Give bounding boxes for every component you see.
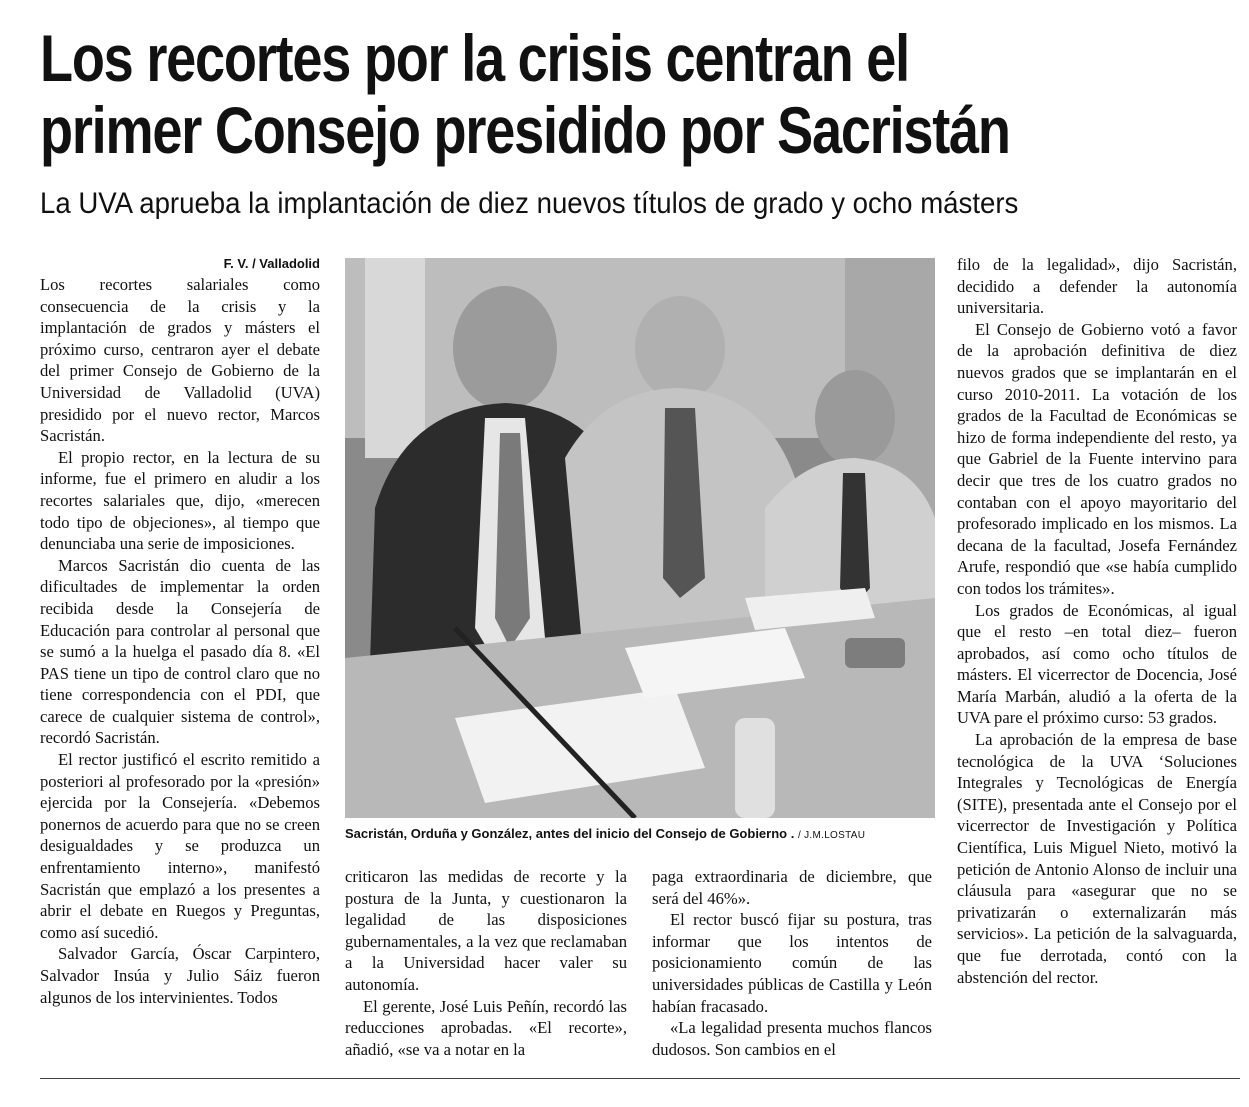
paragraph: El gerente, José Luis Peñín, recordó las reducciones aprobadas. «El recorte», añadió, «se va a notar en la — [345, 996, 627, 1059]
caption-text: Sacristán, Orduña y González, antes del inicio del Consejo de Gobierno . — [345, 826, 795, 841]
paragraph: «La legalidad presenta muchos flancos dudosos. Son cambios en el — [652, 1018, 932, 1059]
photo-illustration — [345, 258, 935, 818]
headline — [40, 22, 1016, 166]
bottom-rule — [40, 1078, 1240, 1079]
paragraph: El rector buscó fijar su postura, tras informar que los intentos de posicionamiento común de las universidades públicas de Castilla y León habían fracasado. — [652, 910, 932, 1016]
article-column-2 — [345, 866, 627, 1060]
paragraph: El Consejo de Gobierno votó a favor de la aprobación definitiva de diez nuevos grados que se implantarán en el curso 2010-2011. La votación de los grados de la Facultad de Económicas se hizo de forma independiente del resto, ya que Gabriel de la Fuente intervino para decir que tres de los cuatro grados no contaban con el apoyo mayoritario del profesorado implicado en los mismos. La decana de la facultad, Josefa Fernández Arufe, respondió que «se había cumplido con todos los trámites». — [957, 319, 1237, 598]
paragraph: filo de la legalidad», dijo Sacristán, decidido a defender la autonomía universitaria. — [957, 255, 1237, 318]
paragraph: La aprobación de la empresa de base tecnológica de la UVA ‘Soluciones Integrales y Tecnológicas de Energía (SITE), presentada ante el Consejo por el vicerrector de Investigación y Política Científica, Luis Miguel Nieto, motivó la petición de Antonio Alonso de incluir una cláusula para «asegurar que no se privatizarán o externalizarán más servicios». La petición de la salvaguarda, que fue derrotada, contó con la abstención del rector. — [957, 730, 1237, 987]
paragraph: El rector justificó el escrito remitido a posteriori al profesorado por la «presión» ejercida por la Consejería. «Debemos ponernos de acuerdo para que no se creen desigualdades y se produzca un enfrentamiento interno», manifestó Sacristán que emplazó a los presentes a abrir el debate en Ruegos y Preguntas, como así sucedió. — [40, 750, 320, 942]
article-column-1 — [40, 254, 320, 1008]
headline-line-1: Los recortes por la crisis centran el — [40, 21, 909, 95]
byline: F. V. / Valladolid — [223, 256, 320, 271]
paragraph: Los grados de Económicas, al igual que el resto –en total diez– fueron aprobados, así como ocho títulos de másters. El vicerrector de Docencia, José María Marbán, aludió a la oferta de la UVA pare el próximo curso: 53 grados. — [957, 600, 1237, 728]
photo-credit: / J.M.LOSTAU — [797, 830, 866, 841]
article-column-4 — [957, 254, 1237, 988]
article-column-3 — [652, 866, 932, 1060]
news-photo — [345, 258, 935, 818]
paragraph: paga extraordinaria de diciembre, que será del 46%». — [652, 867, 932, 908]
headline-line-2: primer Consejo presidido por Sacristán — [40, 93, 1010, 167]
paragraph: criticaron las medidas de recorte y la postura de la Junta, y cuestionaron la legalidad de las disposiciones gubernamentales, a la vez que reclamaban a la Universidad hacer valer su autonomía. — [345, 867, 627, 994]
photo-caption — [345, 824, 935, 846]
subheadline: La UVA aprueba la implantación de diez nuevos títulos de grado y ocho másters — [40, 187, 1019, 220]
paragraph: El propio rector, en la lectura de su informe, fue el primero en aludir a los recortes salariales que, dijo, «merecen todo tipo de objeciones», al tiempo que denunciaba una serie de imposiciones. — [40, 447, 320, 554]
paragraph: Los recortes salariales como consecuencia de la crisis y la implantación de grados y másters el próximo curso, centraron ayer el debate del primer Consejo de Gobierno de la Universidad de Valladolid (UVA) presidido por el nuevo rector, Marcos Sacristán. — [40, 275, 320, 446]
paragraph: Marcos Sacristán dio cuenta de las dificultades de implementar la orden recibida desde la Consejería de Educación para controlar al personal que se sumó a la huelga el pasado día 8. «El PAS tiene un tipo de control claro que no tiene correspondencia con el PDI, que carece de cualquier sistema de control», recordó Sacristán. — [40, 555, 320, 748]
paragraph: Salvador García, Óscar Carpintero, Salvador Insúa y Julio Sáiz fueron algunos de los intervinientes. Todos — [40, 944, 320, 1007]
